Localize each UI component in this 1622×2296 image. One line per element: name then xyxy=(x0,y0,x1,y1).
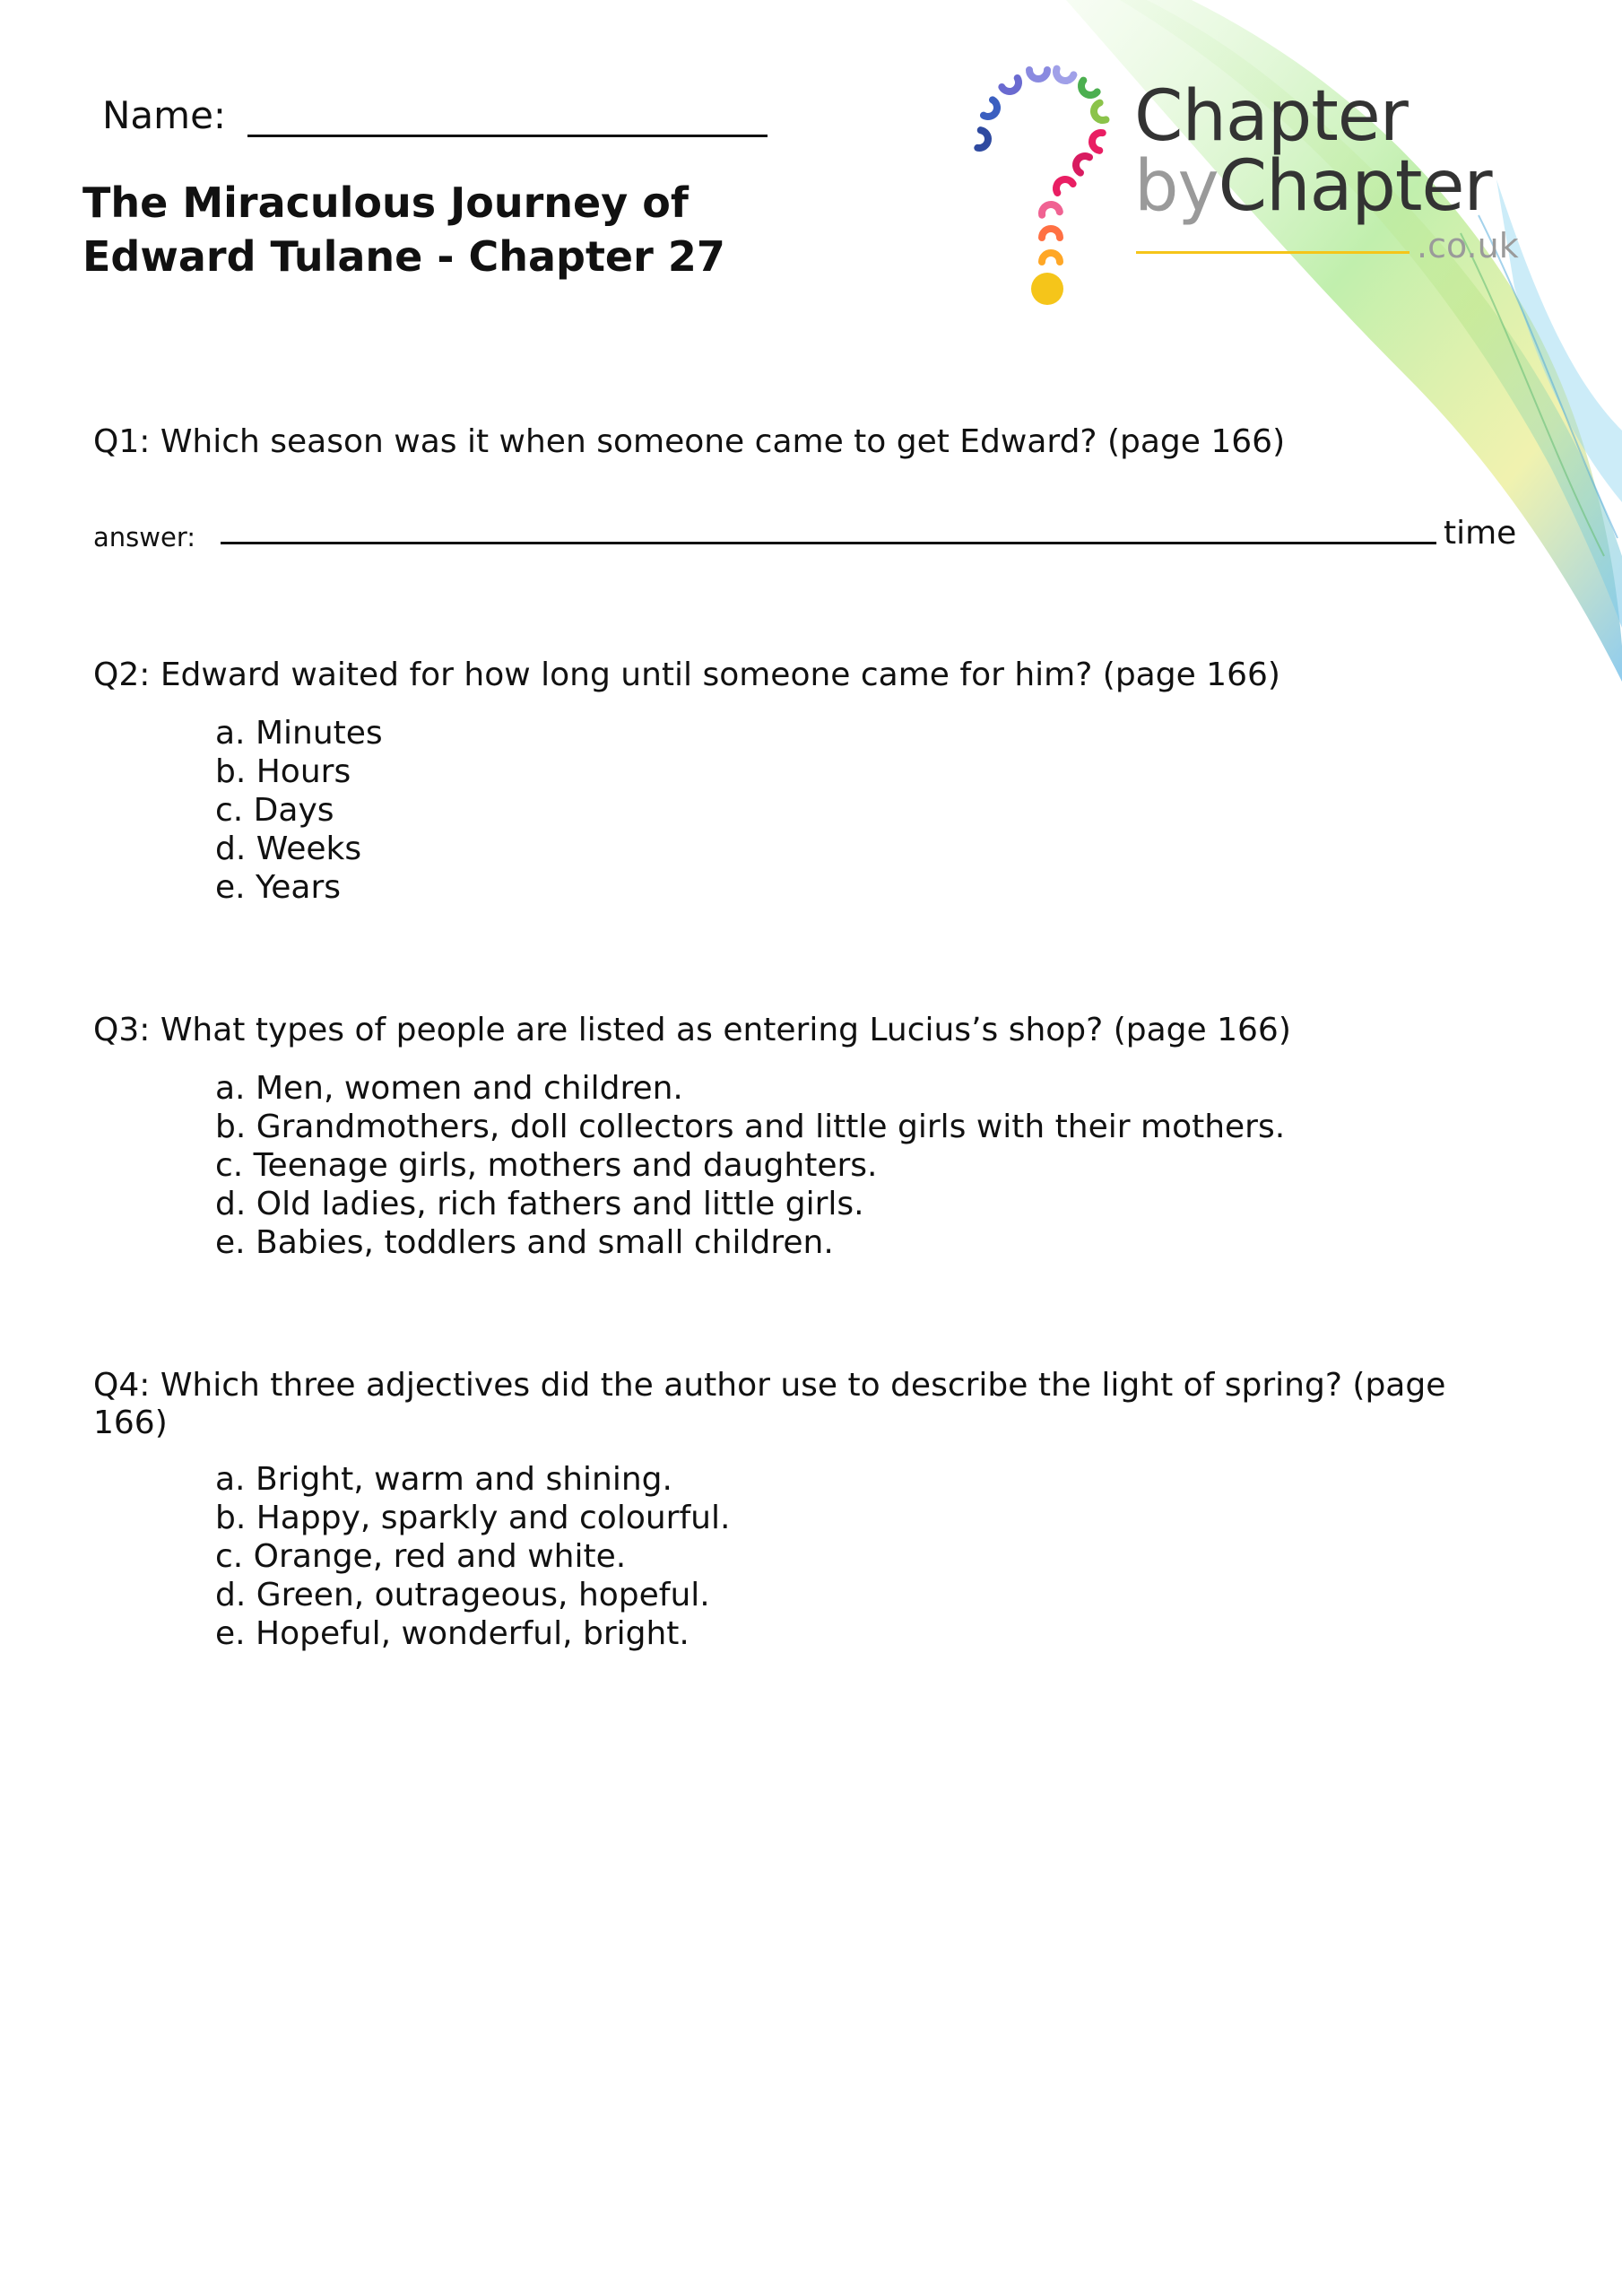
question-3-options xyxy=(215,1069,1285,1262)
option-item[interactable]: c. Orange, red and white. xyxy=(215,1538,627,1575)
option-item[interactable]: d. Old ladies, rich fathers and little girls. xyxy=(215,1186,864,1222)
answer-input-line[interactable] xyxy=(221,542,1436,544)
option-item[interactable]: d. Green, outrageous, hopeful. xyxy=(215,1577,710,1613)
option-item[interactable]: e. Years xyxy=(215,869,342,906)
option-item[interactable]: b. Hours xyxy=(215,753,351,790)
option-item[interactable]: c. Days xyxy=(215,792,334,829)
logo-text-by: by xyxy=(1134,146,1219,227)
option-item[interactable]: e. Hopeful, wonderful, bright. xyxy=(215,1615,690,1652)
book-question-mark-icon xyxy=(959,54,1139,314)
option-item[interactable]: e. Babies, toddlers and small children. xyxy=(215,1224,834,1261)
option-item[interactable]: d. Weeks xyxy=(215,831,362,867)
logo-text-chapter: Chapter xyxy=(1134,76,1408,157)
option-item[interactable]: a. Men, women and children. xyxy=(215,1070,683,1107)
title-line-1: The Miraculous Journey of xyxy=(82,178,689,227)
name-input-line[interactable] xyxy=(247,95,768,137)
name-field-row xyxy=(102,93,768,137)
title-line-2: Edward Tulane - Chapter 27 xyxy=(82,232,725,281)
chapter-by-chapter-logo xyxy=(959,54,1533,323)
question-1: Q1: Which season was it when someone came to get Edward? (page 166) xyxy=(93,423,1286,460)
option-item[interactable]: c. Teenage girls, mothers and daughters. xyxy=(215,1147,878,1184)
question-2-options xyxy=(215,714,383,907)
page-title xyxy=(82,176,725,283)
option-item[interactable]: a. Minutes xyxy=(215,715,383,752)
question-2: Q2: Edward waited for how long until someone came for him? (page 166) xyxy=(93,657,1280,693)
logo-text-chapter-2: Chapter xyxy=(1218,146,1492,227)
logo-underline xyxy=(1136,251,1409,254)
option-item[interactable]: b. Happy, sparkly and colourful. xyxy=(215,1500,731,1536)
option-item[interactable]: a. Bright, warm and shining. xyxy=(215,1461,672,1498)
name-label: Name: xyxy=(102,93,227,137)
logo-text-by-chapter xyxy=(1134,146,1492,227)
answer-label: answer: xyxy=(93,522,196,552)
question-4: Q4: Which three adjectives did the author use to describe the light of spring? (page 166) xyxy=(93,1367,1446,1441)
answer-time-suffix: time xyxy=(1444,515,1517,552)
question-3: Q3: What types of people are listed as entering Lucius’s shop? (page 166) xyxy=(93,1012,1291,1048)
option-item[interactable]: b. Grandmothers, doll collectors and little girls with their mothers. xyxy=(215,1109,1286,1145)
answer-row-q1 xyxy=(93,515,1528,560)
logo-domain: .co.uk xyxy=(1417,226,1519,265)
question-4-options xyxy=(215,1460,730,1653)
